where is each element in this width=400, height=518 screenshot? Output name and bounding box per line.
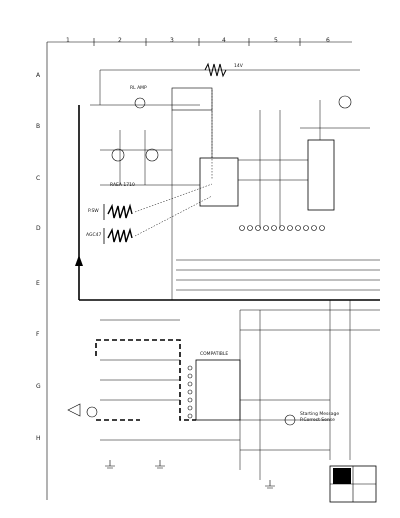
grid-col-5: 5: [274, 37, 278, 44]
bus-label: COMPATIBLE: [200, 352, 229, 357]
grid-col-3: 3: [170, 37, 174, 44]
ic-lower: [196, 360, 240, 420]
grid-row-g: G: [36, 383, 41, 390]
grounds: [105, 460, 275, 488]
block-label: RL AMP: [130, 86, 147, 91]
arrow-up: [75, 255, 83, 266]
ic-upper: [172, 88, 212, 110]
grid-col-6: 6: [326, 37, 330, 44]
waveform-label-2: AGC47: [86, 233, 102, 238]
ic-connector-right: [308, 140, 334, 210]
dotted-leaders: [135, 90, 212, 236]
grid-row-a: A: [36, 72, 41, 79]
waveform-label-1: P.SW: [88, 209, 99, 214]
ic-lower-pins: [188, 366, 192, 418]
transistors: [87, 96, 351, 425]
pin-row: [240, 226, 325, 231]
message-note: Starting Message P.Correct Sense: [300, 412, 340, 423]
grid-col-2: 2: [118, 37, 122, 44]
grid-row-b: B: [36, 123, 41, 130]
ic-main: [200, 158, 238, 206]
grid-row-f: F: [36, 331, 40, 338]
supply-label: 14V: [234, 64, 243, 69]
grid-row-h: H: [36, 435, 41, 442]
thick-wire-main: [79, 105, 380, 300]
grid-row-d: D: [36, 225, 41, 232]
grid-row-c: C: [36, 175, 41, 182]
waveform-pulse: [108, 206, 132, 218]
grid-col-1: 1: [66, 37, 70, 44]
part-label: RAEA 1710: [110, 183, 135, 188]
waveform-agc: [108, 230, 132, 242]
grid-row-e: E: [36, 280, 40, 287]
input-jack: [68, 404, 80, 416]
grid-col-4: 4: [222, 37, 226, 44]
